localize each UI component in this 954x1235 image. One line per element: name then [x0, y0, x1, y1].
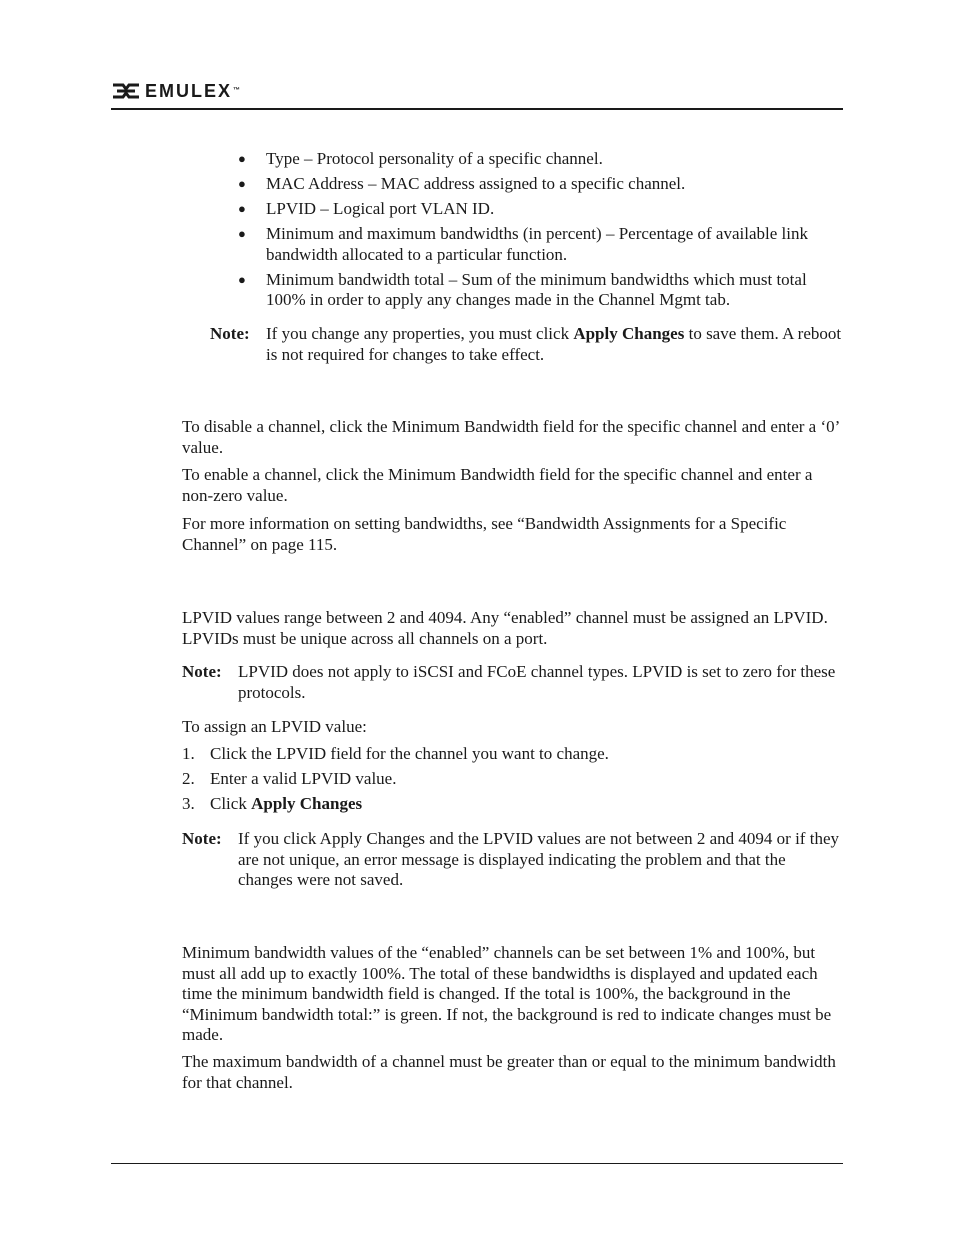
list-item: ● MAC Address – MAC address assigned to a specific channel. [238, 174, 686, 193]
note-lpvid-error: Note: If you click Apply Changes and the LPVID values are not between 2 and 4094 or if they are not unique, an error message is displayed indicating the problem and that the changes were not saved. [182, 829, 839, 889]
brand-name: EMULEX™ [145, 81, 243, 101]
more-info-paragraph: For more information on setting bandwidths, see “Bandwidth Assignments for a Specific Channel” on page 115. [182, 514, 787, 554]
max-bandwidth-paragraph: The maximum bandwidth of a channel must be greater than or equal to the minimum bandwidth for that channel. [182, 1052, 836, 1092]
list-item: ● Type – Protocol personality of a specific channel. [238, 149, 603, 168]
list-item: ● LPVID – Logical port VLAN ID. [238, 199, 495, 218]
emulex-logo-icon [111, 82, 141, 100]
channel-properties-list [238, 149, 844, 315]
page-header [111, 80, 242, 102]
lpvid-intro: To assign an LPVID value: [182, 717, 367, 736]
bandwidth-paragraph: Minimum bandwidth values of the “enabled” channels can be set between 1% and 100%, but must all add up to exactly 100%. The total of these bandwidths is displayed and updated each time the minimum bandwidth field is changed. If the total is 100%, the background in the “Minimum bandwidth total:” is green. If not, the background is red to indicate changes must be made. [182, 943, 832, 1044]
list-item: ● Minimum bandwidth total – Sum of the minimum bandwidths which must total 100% in order to apply any changes made in the Channel Mgmt tab. [238, 269, 807, 309]
enable-channel-paragraph: To enable a channel, click the Minimum Bandwidth field for the specific channel and enter a non-zero value. [182, 465, 813, 505]
lpvid-range-paragraph: LPVID values range between 2 and 4094. Any “enabled” channel must be assigned an LPVID. LPVIDs must be unique across all channels on a port. [182, 608, 828, 648]
note-lpvid-protocols: Note: LPVID does not apply to iSCSI and FCoE channel types. LPVID is set to zero for these protocols. [182, 662, 836, 702]
lpvid-steps [182, 744, 842, 819]
list-item: 1. Click the LPVID field for the channel you want to change. [182, 744, 609, 763]
list-item: 3. Click Apply Changes [182, 794, 363, 813]
list-item: 2. Enter a valid LPVID value. [182, 769, 397, 788]
footer-rule [111, 1163, 843, 1164]
header-rule [111, 108, 843, 110]
disable-channel-paragraph: To disable a channel, click the Minimum Bandwidth field for the specific channel and enter a ‘0’ value. [182, 417, 840, 457]
note-apply-changes: Note: If you change any properties, you must click Apply Changes to save them. A reboot is not required for changes to take effect. [210, 324, 842, 364]
list-item: ● Minimum and maximum bandwidths (in percent) – Percentage of available link bandwidth allocated to a particular function. [238, 224, 808, 264]
